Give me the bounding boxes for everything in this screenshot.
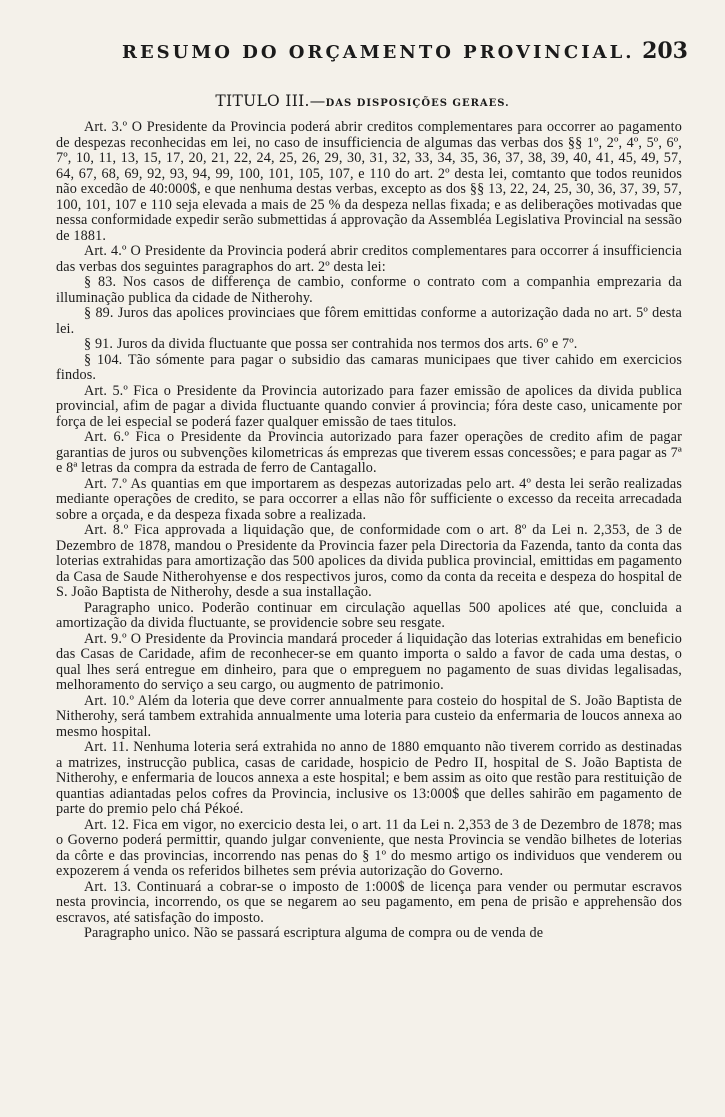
paragraph-art-3: Art. 3.º O Presidente da Provincia poderá abrir creditos complementares para occorrer ao pagamento de despezas reconhecidas em lei, no caso de insufficiencia de algumas das verbas dos §§ 1º, 2º, 4º, 5º, 6º, 7º, 10, 11, 13, 15, 17, 20, 21, 22, 24, 25, 26, 29, 30, 31, 32, 33, 34, 35, 36, 37, 38, 39, 40, 41, 45, 49, 57, 64, 67, 68, 69, 92, 93, 94, 99, 100, 101, 105, 107, e 110 do art. 2º desta lei, comtanto que todos reunidos não excedão de 40:000$, e que nenhuma destas verbas, excepto as dos §§ 13, 22, 24, 25, 30, 36, 37, 39, 57, 100, 101, 107 e 110 seja elevada a mais de 25 % da despeza nellas fixada; e as deliberações motivadas que nessa conformidade expedir serão submettidas á approvação da Assembléa Legislativa Provincial na sessão de 1881. xyxy=(56,119,682,244)
paragraph-art-13-unico: Paragrapho unico. Não se passará escriptura alguma de compra ou de venda de xyxy=(84,925,544,941)
paragraph-art-6: Art. 6.º Fica o Presidente da Provincia autorizado para fazer operações de credito afim de pagar garantias de juros ou subvenções kilometricas ás emprezas que tiverem essas concessões; e para pagar as 7ª e 8ª letras da compra da estrada de ferro de Cantagallo. xyxy=(56,429,682,476)
paragraph-sec-89: § 89. Juros das apolices provinciaes que fôrem emittidas conforme a autorização dada no art. 5º desta lei. xyxy=(56,305,682,337)
section-title xyxy=(0,92,725,110)
paragraph-art-13: Art. 13. Continuará a cobrar-se o imposto de 1:000$ de licença para vender ou permutar escravos nesta provincia, incorrendo, os que se negarem ao seu pagamento, em pena de prisão e apprehensão dos escravos, até satisfação do imposto. xyxy=(56,878,682,926)
paragraph-art-12: Art. 12. Fica em vigor, no exercicio desta lei, o art. 11 da Lei n. 2,353 de 3 de Dezembro de 1878; mas o Governo poderá permittir, quando julgar conveniente, que nesta Provincia se vendão bilhetes de loterias da côrte e das provincias, incorrendo nas penas do § 1º do mesmo artigo os individuos que venderem ou expozerem á venda os referidos bilhetes sem prévia autorização do Governo. xyxy=(56,816,682,879)
paragraph-art-8: Art. 8.º Fica approvada a liquidação que, de conformidade com o art. 8º da Lei n. 2,353, de 3 de Dezembro de 1878, mandou o Presidente da Provincia fazer pela Directoria da Fazenda, tanto da conta das loterias extrahidas para amortização das 500 apolices da divida publica provincial, emittidas em pagamento da Casa de Saude Nitherohyense e dos respectivos juros, como da conta da receita e despeza do hospital de S. João Baptista de Nitherohy, desde a sua installação. xyxy=(56,522,682,600)
paragraph-art-5: Art. 5.º Fica o Presidente da Provincia autorizado para fazer emissão de apolices da divida publica provincial, afim de pagar a divida fluctuante quando convier á provincia; fóra deste caso, unicamente por força de lei especial se poderá fazer qualquer emissão de taes titulos. xyxy=(56,382,682,430)
paragraph-art-11: Art. 11. Nenhuma loteria será extrahida no anno de 1880 emquanto não tiverem corrido as destinadas a matrizes, instrucção publica, casas de caridade, hospicio de Pedro II, hospital de S. João Baptista de Nitherohy, e enfermaria de loucos annexa a este hospital; e bem assim as oito que restão para restituição de quantias adiantadas pelos cofres da Provincia, inclusive os 13:000$ que delles sahirão em pagamento de parte do premio pelo chá Pékoé. xyxy=(56,739,682,817)
paragraph-sec-104: § 104. Tão sómente para pagar o subsidio das camaras municipaes que tiver cahido em exercicios findos. xyxy=(56,351,682,383)
paragraph-sec-83: § 83. Nos casos de differença de cambio, conforme o contrato com a companhia emprezaria da illuminação publica da cidade de Nitherohy. xyxy=(56,274,682,306)
body-text xyxy=(56,120,682,942)
section-title-main: TITULO III.— xyxy=(215,92,326,110)
paragraph-art-4: Art. 4.º O Presidente da Provincia poderá abrir creditos complementares para occorrer á insufficiencia das verbas dos seguintes paragraphos do art. 2º desta lei: xyxy=(56,243,682,275)
running-title: RESUMO DO ORÇAMENTO PROVINCIAL. xyxy=(122,42,635,63)
page-number: 203 xyxy=(642,38,688,64)
section-title-sub: DAS DISPOSIÇÕES GERAES. xyxy=(325,98,510,109)
paragraph-art-8-unico: Paragrapho unico. Poderão continuar em circulação aquellas 500 apolices até que, concluida a amortização da divida fluctuante, se providencie sobre seu resgate. xyxy=(56,599,682,631)
paragraph-art-9: Art. 9.º O Presidente da Provincia mandará proceder á liquidação das loterias extrahidas em beneficio das Casas de Caridade, afim de reconhecer-se em quanto importa o saldo a favor de cada uma destas, o qual lhes será entregue em dinheiro, para que o empreguem no pagamento de suas dividas legalisadas, melhoramento do serviço a seu cargo, ou augmento de patrimonio. xyxy=(56,630,682,693)
paragraph-art-7: Art. 7.º As quantias em que importarem as despezas autorizadas pelo art. 4º desta lei serão realizadas mediante operações de credito, se para occorrer a ellas não fôr sufficiente o excesso da receita arrecadada sobre a orçada, e da despeza fixada sobre a realizada. xyxy=(56,475,682,523)
page-header xyxy=(78,36,688,66)
paragraph-art-10: Art. 10.º Além da loteria que deve correr annualmente para costeio do hospital de S. João Baptista de Nitherohy, será tambem extrahida annualmente uma loteria para custeio da enfermaria de loucos annexa ao mesmo hospital. xyxy=(56,692,682,740)
paragraph-sec-91: § 91. Juros da divida fluctuante que possa ser contrahida nos termos dos arts. 6º e 7º. xyxy=(84,336,578,352)
